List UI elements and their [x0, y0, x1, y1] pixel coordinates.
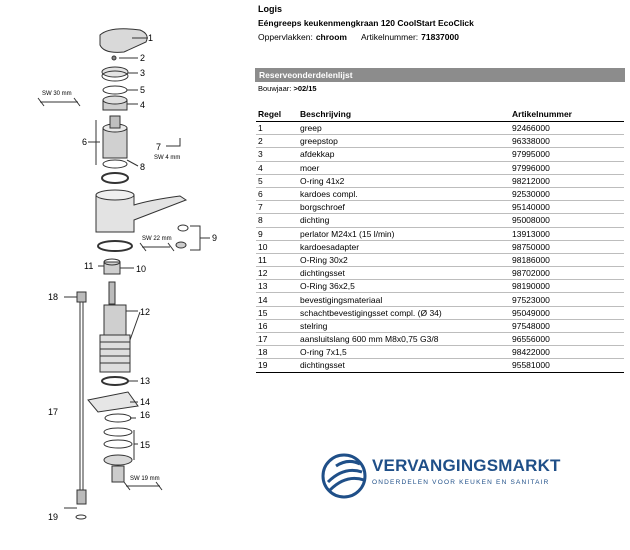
cell-artikelnummer: 98190000	[510, 280, 624, 293]
cell-regel: 4	[256, 161, 298, 174]
cell-artikelnummer: 95140000	[510, 201, 624, 214]
part-label-9: 9	[212, 233, 218, 243]
cell-artikelnummer: 98750000	[510, 240, 624, 253]
globe-logo-icon	[320, 452, 368, 500]
cell-beschrijving: greepstop	[298, 135, 510, 148]
part-label-19: 19	[48, 512, 59, 522]
table-row	[256, 214, 624, 227]
cell-regel: 14	[256, 293, 298, 306]
wrench-label-sw4: SW 4 mm	[154, 155, 181, 161]
cell-regel: 11	[256, 253, 298, 266]
cell-beschrijving: O-ring 7x1,5	[298, 346, 510, 359]
table-row	[256, 267, 624, 280]
table-row	[256, 293, 624, 306]
table-row	[256, 135, 624, 148]
wrench-label-sw22: SW 22 mm	[142, 236, 172, 242]
cell-artikelnummer: 96556000	[510, 333, 624, 346]
cell-beschrijving: dichtingsset	[298, 267, 510, 280]
cell-beschrijving: bevestigingsmateriaal	[298, 293, 510, 306]
part-label-10: 10	[136, 264, 147, 274]
exploded-view-drawing	[0, 0, 250, 550]
table-row	[256, 187, 624, 200]
cell-beschrijving: dichting	[298, 214, 510, 227]
wrench-label-sw19: SW 19 mm	[130, 476, 160, 482]
part-label-12: 12	[140, 307, 151, 317]
cell-beschrijving: perlator M24x1 (15 l/min)	[298, 227, 510, 240]
cell-artikelnummer: 98422000	[510, 346, 624, 359]
cell-artikelnummer: 98212000	[510, 174, 624, 187]
cell-artikelnummer: 13913000	[510, 227, 624, 240]
cell-regel: 18	[256, 346, 298, 359]
table-row	[256, 161, 624, 174]
surface-key: Oppervlakken:	[258, 32, 313, 42]
cell-artikelnummer: 97548000	[510, 319, 624, 332]
cell-beschrijving: O-ring 41x2	[298, 174, 510, 187]
product-title: Eéngreeps keukenmengkraan 120 CoolStart EcoClick	[258, 18, 474, 28]
part-label-18: 18	[48, 292, 59, 302]
cell-regel: 2	[256, 135, 298, 148]
section-title: Reserveonderdelenlijst	[255, 68, 625, 82]
column-header-beschrijving: Beschrijving	[298, 107, 510, 122]
cell-regel: 17	[256, 333, 298, 346]
cell-artikelnummer: 92466000	[510, 122, 624, 135]
cell-artikelnummer: 96338000	[510, 135, 624, 148]
cell-beschrijving: aansluitslang 600 mm M8x0,75 G3/8	[298, 333, 510, 346]
table-row	[256, 346, 624, 359]
table-header-row	[256, 107, 624, 122]
table-row	[256, 148, 624, 161]
logo-wordmark	[372, 456, 561, 476]
cell-beschrijving: kardoes compl.	[298, 187, 510, 200]
cell-regel: 10	[256, 240, 298, 253]
build-key: Bouwjaar:	[258, 84, 292, 93]
product-meta	[258, 32, 459, 42]
cell-artikelnummer: 98702000	[510, 267, 624, 280]
cell-beschrijving: dichtingsset	[298, 359, 510, 372]
part-label-4: 4	[140, 100, 146, 110]
column-header-artikelnummer: Artikelnummer	[510, 107, 624, 122]
cell-beschrijving: stelring	[298, 319, 510, 332]
table-row	[256, 201, 624, 214]
table-row	[256, 227, 624, 240]
build-year	[258, 84, 317, 93]
cell-regel: 8	[256, 214, 298, 227]
cell-artikelnummer: 95049000	[510, 306, 624, 319]
cell-regel: 12	[256, 267, 298, 280]
vervangingsmarkt-logo	[320, 452, 561, 506]
part-label-17: 17	[48, 407, 59, 417]
table-row	[256, 240, 624, 253]
cell-artikelnummer: 95581000	[510, 359, 624, 372]
part-label-14: 14	[140, 397, 151, 407]
table-row	[256, 253, 624, 266]
cell-regel: 7	[256, 201, 298, 214]
part-label-13: 13	[140, 376, 151, 386]
cell-regel: 5	[256, 174, 298, 187]
part-label-1: 1	[148, 33, 154, 43]
part-label-3: 3	[140, 68, 146, 78]
cell-artikelnummer: 98186000	[510, 253, 624, 266]
part-label-16: 16	[140, 410, 151, 420]
surface-value: chroom	[315, 32, 347, 42]
cell-beschrijving: O-Ring 36x2,5	[298, 280, 510, 293]
table-row	[256, 122, 624, 135]
logo-word-a: VERVANGINGS	[372, 456, 499, 475]
logo-word-b: MARKT	[498, 456, 561, 475]
cell-regel: 13	[256, 280, 298, 293]
part-label-2: 2	[140, 53, 146, 63]
cell-beschrijving: moer	[298, 161, 510, 174]
cell-beschrijving: borgschroef	[298, 201, 510, 214]
cell-regel: 9	[256, 227, 298, 240]
wrench-label-sw30: SW 30 mm	[42, 91, 72, 97]
cell-artikelnummer: 95008000	[510, 214, 624, 227]
cell-regel: 16	[256, 319, 298, 332]
table-row	[256, 319, 624, 332]
part-label-8: 8	[140, 162, 146, 172]
cell-beschrijving: schachtbevestigingsset compl. (Ø 34)	[298, 306, 510, 319]
cell-artikelnummer: 97995000	[510, 148, 624, 161]
cell-regel: 6	[256, 187, 298, 200]
cell-regel: 19	[256, 359, 298, 372]
article-key: Artikelnummer:	[360, 32, 419, 42]
cell-beschrijving: greep	[298, 122, 510, 135]
build-value: >02/15	[293, 84, 317, 93]
cell-regel: 15	[256, 306, 298, 319]
part-label-11: 11	[84, 261, 94, 271]
cell-beschrijving: O-Ring 30x2	[298, 253, 510, 266]
table-row	[256, 359, 624, 372]
cell-artikelnummer: 92530000	[510, 187, 624, 200]
cell-beschrijving: afdekkap	[298, 148, 510, 161]
cell-regel: 3	[256, 148, 298, 161]
parts-table	[256, 107, 624, 373]
article-value: 71837000	[421, 32, 459, 42]
table-row	[256, 174, 624, 187]
cell-artikelnummer: 97996000	[510, 161, 624, 174]
column-header-regel: Regel	[256, 107, 298, 122]
cell-artikelnummer: 97523000	[510, 293, 624, 306]
cell-regel: 1	[256, 122, 298, 135]
part-label-7: 7	[156, 142, 162, 152]
part-label-6: 6	[82, 137, 88, 147]
part-label-15: 15	[140, 440, 151, 450]
table-row	[256, 333, 624, 346]
logo-tagline: ONDERDELEN VOOR KEUKEN EN SANITAIR	[372, 479, 550, 486]
product-brand: Logis	[258, 4, 282, 14]
cell-beschrijving: kardoesadapter	[298, 240, 510, 253]
part-label-5: 5	[140, 85, 146, 95]
table-row	[256, 306, 624, 319]
table-row	[256, 280, 624, 293]
